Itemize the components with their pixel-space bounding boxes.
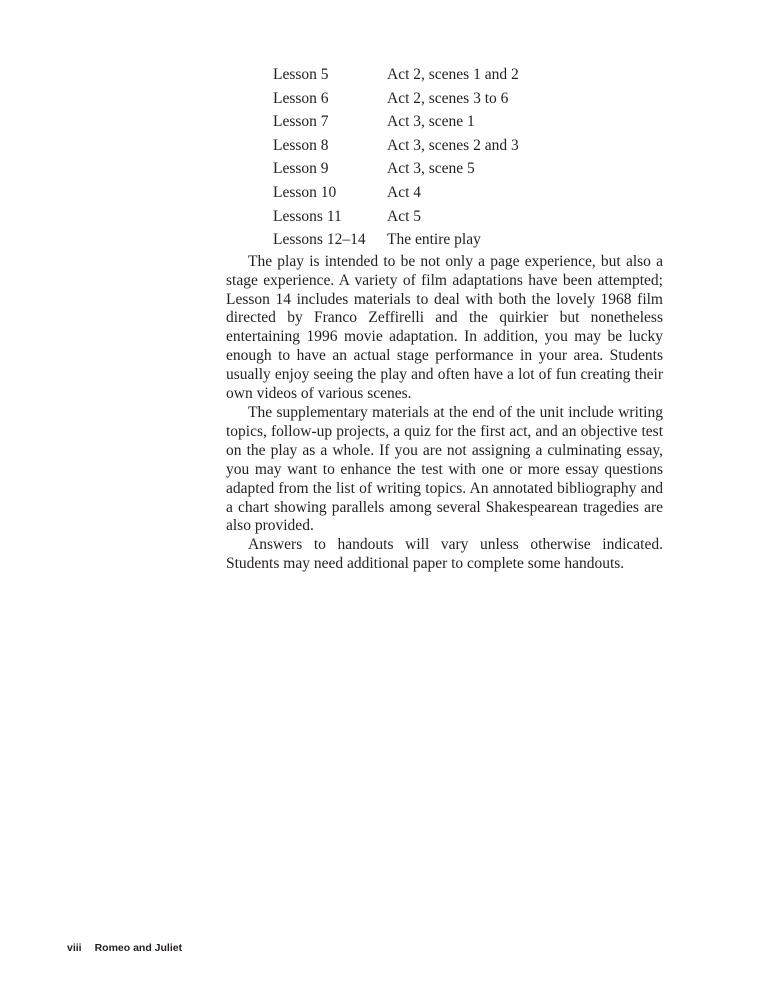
- lesson-row: [273, 228, 663, 252]
- page-footer: [67, 942, 182, 954]
- lesson-label: Lessons 12–14: [273, 231, 366, 249]
- lesson-description: Act 3, scene 1: [387, 113, 475, 131]
- lesson-row: [273, 63, 663, 87]
- paragraph-handout-answers: Answers to handouts will vary unless otherwise indicated. Students may need additional paper to complete some handouts.: [226, 536, 663, 573]
- lesson-row: [273, 134, 663, 158]
- lesson-label: Lesson 7: [273, 113, 329, 131]
- lesson-label: Lesson 8: [273, 136, 329, 154]
- page-number: viii: [67, 942, 82, 954]
- lesson-description: Act 3, scenes 2 and 3: [387, 136, 519, 154]
- book-title: Romeo and Juliet: [94, 942, 183, 954]
- lesson-row: [273, 205, 663, 229]
- lesson-label: Lesson 9: [273, 160, 329, 178]
- lesson-description: The entire play: [387, 231, 481, 249]
- lesson-description: Act 2, scenes 1 and 2: [387, 66, 519, 83]
- lesson-row: [273, 87, 663, 111]
- paragraph-supplementary-materials: The supplementary materials at the end of the unit include writing topics, follow-up projects, a quiz for the first act, and an objective test on the play as a whole. If you are not assigning a culminating essay, you may want to enhance the test with one or more essay questions adapted from the list of writing topics. An annotated bibliography and a chart showing parallels among several Shakespearean tragedies are also provided.: [226, 404, 663, 535]
- lesson-schedule-list: [273, 63, 663, 252]
- lesson-row: [273, 110, 663, 134]
- lesson-label: Lessons 11: [273, 207, 342, 225]
- lesson-description: Act 4: [387, 183, 422, 201]
- lesson-label: Lesson 5: [273, 66, 329, 83]
- lesson-description: Act 5: [387, 207, 422, 225]
- content-column: [226, 63, 663, 574]
- lesson-row: [273, 157, 663, 181]
- lesson-label: Lesson 10: [273, 183, 337, 201]
- lesson-description: Act 2, scenes 3 to 6: [387, 89, 509, 107]
- paragraph-film-adaptations: The play is intended to be not only a page experience, but also a stage experience. A variety of film adaptations have been attempted; Lesson 14 includes materials to deal with both the lovely 1968 film directed by Franco Zeffirelli and the quirkier but nonetheless entertaining 1996 movie adaptation. In addition, you may be lucky enough to have an actual stage performance in your area. Students usually enjoy seeing the play and often have a lot of fun creating their own videos of various scenes.: [226, 252, 663, 403]
- lesson-description: Act 3, scene 5: [387, 160, 475, 178]
- lesson-label: Lesson 6: [273, 89, 329, 107]
- lesson-row: [273, 181, 663, 205]
- body-text: [226, 253, 663, 574]
